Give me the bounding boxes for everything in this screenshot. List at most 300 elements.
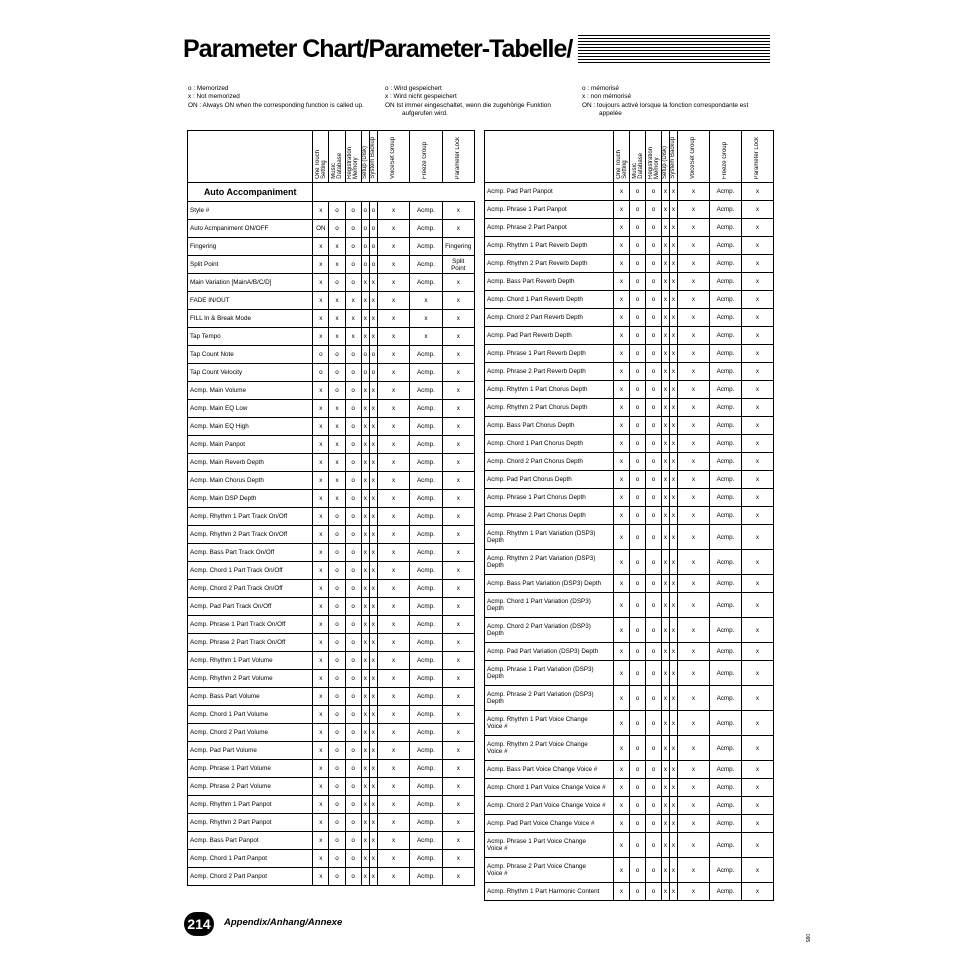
parameter-name: Tap Count Note — [188, 346, 313, 364]
table-cell: Acmp. — [710, 686, 742, 711]
table-cell: o — [646, 797, 662, 815]
table-cell: o — [345, 418, 361, 436]
col-header: One Touch Setting — [313, 131, 329, 183]
table-cell: Acmp. — [410, 382, 442, 400]
table-cell: x — [377, 472, 409, 490]
table-cell: x — [742, 550, 774, 575]
parameter-name: Acmp. Chord 1 Part Panpot — [188, 850, 313, 868]
table-cell: x — [313, 400, 329, 418]
table-cell: Acmp. — [410, 490, 442, 508]
table-row — [188, 490, 475, 508]
table-cell: o — [630, 618, 646, 643]
table-cell: o — [630, 833, 646, 858]
table-cell: o — [329, 724, 345, 742]
table-cell: x — [670, 399, 678, 417]
table-cell: x — [614, 363, 630, 381]
table-cell: x — [742, 761, 774, 779]
col-header: System Backup — [369, 131, 377, 183]
table-cell: x — [361, 292, 369, 310]
table-cell: Acmp. — [410, 202, 442, 220]
table-cell: o — [646, 219, 662, 237]
table-cell: x — [614, 489, 630, 507]
table-cell: o — [646, 201, 662, 219]
table-cell: x — [614, 643, 630, 661]
table-row — [485, 345, 774, 363]
table-row — [188, 796, 475, 814]
table-cell: x — [678, 201, 710, 219]
table-cell: x — [313, 292, 329, 310]
parameter-name: Acmp. Pad Part Voice Change Voice # — [485, 815, 614, 833]
table-cell: x — [662, 201, 670, 219]
table-cell: x — [361, 832, 369, 850]
table-cell: o — [345, 850, 361, 868]
table-row — [188, 274, 475, 292]
table-cell: o — [345, 670, 361, 688]
parameter-name: Acmp. Rhythm 2 Part Panpot — [188, 814, 313, 832]
table-cell: Acmp. — [410, 454, 442, 472]
table-cell: o — [646, 575, 662, 593]
table-cell: x — [313, 868, 329, 886]
table-cell: o — [329, 274, 345, 292]
table-cell: o — [646, 273, 662, 291]
table-cell: o — [369, 202, 377, 220]
table-cell: o — [369, 238, 377, 256]
table-cell: Acmp. — [710, 779, 742, 797]
table-cell: x — [442, 310, 474, 328]
table-cell: x — [313, 544, 329, 562]
table-cell: o — [329, 580, 345, 598]
table-row — [188, 400, 475, 418]
table-cell: x — [313, 238, 329, 256]
table-cell: x — [662, 183, 670, 201]
table-cell: x — [614, 219, 630, 237]
table-cell: Acmp. — [710, 327, 742, 345]
table-cell: x — [670, 363, 678, 381]
table-cell: x — [313, 202, 329, 220]
parameter-name: Acmp. Main Volume — [188, 382, 313, 400]
table-cell: x — [678, 833, 710, 858]
table-cell: x — [614, 618, 630, 643]
table-cell: x — [313, 436, 329, 454]
table-cell: x — [742, 489, 774, 507]
table-cell: x — [442, 688, 474, 706]
table-row — [188, 688, 475, 706]
table-cell: o — [630, 273, 646, 291]
table-cell: o — [345, 796, 361, 814]
table-cell: x — [361, 868, 369, 886]
table-cell: x — [662, 661, 670, 686]
table-cell: o — [646, 327, 662, 345]
table-cell: Acmp. — [710, 575, 742, 593]
table-cell: x — [670, 435, 678, 453]
table-cell: Acmp. — [410, 796, 442, 814]
table-row — [188, 382, 475, 400]
table-row — [188, 292, 475, 310]
table-cell: x — [678, 779, 710, 797]
table-row — [485, 661, 774, 686]
parameter-name: Acmp. Phrase 1 Part Reverb Depth — [485, 345, 614, 363]
table-cell: x — [742, 643, 774, 661]
table-cell: x — [361, 454, 369, 472]
table-row — [485, 686, 774, 711]
table-cell: o — [329, 868, 345, 886]
table-cell: o — [345, 814, 361, 832]
table-cell: x — [442, 760, 474, 778]
table-cell: x — [361, 472, 369, 490]
table-row — [485, 291, 774, 309]
table-cell: o — [646, 453, 662, 471]
table-cell: o — [345, 454, 361, 472]
table-cell: x — [369, 778, 377, 796]
table-cell: o — [630, 736, 646, 761]
table-cell: x — [742, 858, 774, 883]
table-cell: x — [662, 417, 670, 435]
table-row — [485, 858, 774, 883]
table-cell: x — [670, 309, 678, 327]
table-cell: o — [646, 255, 662, 273]
page-title: Parameter Chart/Parameter-Tabelle/ — [183, 32, 578, 66]
table-cell: x — [377, 670, 409, 688]
table-cell: o — [646, 550, 662, 575]
table-cell: x — [361, 418, 369, 436]
table-cell: x — [662, 858, 670, 883]
table-cell: x — [662, 779, 670, 797]
table-cell: x — [361, 760, 369, 778]
table-cell: Acmp. — [410, 706, 442, 724]
table-cell: x — [313, 508, 329, 526]
table-cell: Acmp. — [410, 472, 442, 490]
table-cell: o — [345, 544, 361, 562]
table-cell: x — [662, 507, 670, 525]
table-cell: o — [329, 760, 345, 778]
parameter-name: Acmp. Chord 1 Part Track On/Off — [188, 562, 313, 580]
col-header: System Backup — [670, 131, 678, 183]
table-cell: x — [614, 273, 630, 291]
table-cell: x — [313, 598, 329, 616]
table-cell: x — [662, 833, 670, 858]
table-cell: x — [678, 399, 710, 417]
legend-line: x : non mémorisé — [582, 93, 632, 101]
table-cell: x — [678, 327, 710, 345]
parameter-name: Tap Tempo — [188, 328, 313, 346]
col-header: Registration Memory — [646, 131, 662, 183]
table-cell: x — [329, 256, 345, 274]
table-cell: x — [614, 291, 630, 309]
table-cell: o — [345, 652, 361, 670]
table-cell: x — [361, 742, 369, 760]
table-row — [485, 489, 774, 507]
table-cell: Acmp. — [410, 814, 442, 832]
table-cell: Acmp. — [710, 618, 742, 643]
table-cell: x — [313, 796, 329, 814]
table-cell: x — [614, 593, 630, 618]
parameter-name: Acmp. Bass Part Reverb Depth — [485, 273, 614, 291]
table-cell: x — [614, 453, 630, 471]
table-row — [485, 183, 774, 201]
parameter-name: Style # — [188, 202, 313, 220]
table-cell: Acmp. — [710, 525, 742, 550]
table-cell: x — [442, 832, 474, 850]
table-cell: x — [614, 761, 630, 779]
table-cell: x — [742, 201, 774, 219]
parameter-name: Acmp. Phrase 1 Part Variation (DSP3) Depth — [485, 661, 614, 686]
table-cell: x — [377, 652, 409, 670]
table-cell: o — [630, 219, 646, 237]
parameter-name: Acmp. Phrase 1 Part Voice Change Voice # — [485, 833, 614, 858]
table-cell: x — [442, 652, 474, 670]
table-cell: Acmp. — [710, 593, 742, 618]
table-cell: x — [678, 273, 710, 291]
table-cell: ON — [313, 220, 329, 238]
table-cell: x — [442, 724, 474, 742]
table-cell: o — [369, 346, 377, 364]
table-cell: x — [662, 761, 670, 779]
table-cell: x — [678, 183, 710, 201]
table-cell: x — [313, 328, 329, 346]
table-cell: x — [662, 327, 670, 345]
table-row — [188, 454, 475, 472]
parameter-name: Acmp. Chord 2 Part Track On/Off — [188, 580, 313, 598]
table-cell: Acmp. — [410, 238, 442, 256]
table-cell: x — [369, 436, 377, 454]
table-cell: x — [361, 310, 369, 328]
table-cell: x — [742, 417, 774, 435]
table-cell: Acmp. — [710, 399, 742, 417]
table-cell: o — [646, 183, 662, 201]
table-cell: o — [646, 779, 662, 797]
table-cell: o — [646, 237, 662, 255]
table-cell: x — [614, 399, 630, 417]
table-cell: x — [313, 490, 329, 508]
table-cell: x — [442, 544, 474, 562]
table-cell: o — [361, 238, 369, 256]
table-cell: x — [678, 309, 710, 327]
legend-line: o : mémorisé — [582, 85, 619, 92]
table-cell: Acmp. — [410, 778, 442, 796]
table-row — [485, 507, 774, 525]
parameter-name: Acmp. Rhythm 2 Part Variation (DSP3) Depth — [485, 550, 614, 575]
table-cell: x — [369, 868, 377, 886]
table-cell: o — [329, 850, 345, 868]
table-cell: x — [662, 489, 670, 507]
table-row — [188, 346, 475, 364]
parameter-name: Fingering — [188, 238, 313, 256]
parameter-name: Acmp. Main Chorus Depth — [188, 472, 313, 490]
table-cell: Fingering — [442, 238, 474, 256]
table-cell: o — [646, 309, 662, 327]
table-row — [188, 670, 475, 688]
table-cell: x — [662, 593, 670, 618]
parameter-name: Acmp. Chord 2 Part Panpot — [188, 868, 313, 886]
table-cell: o — [646, 815, 662, 833]
parameter-name: Acmp. Phrase 2 Part Chorus Depth — [485, 507, 614, 525]
table-row — [485, 381, 774, 399]
table-cell: Acmp. — [410, 670, 442, 688]
table-cell: o — [329, 346, 345, 364]
table-cell: x — [442, 202, 474, 220]
table-cell: o — [646, 417, 662, 435]
table-row — [188, 436, 475, 454]
table-cell: Acmp. — [410, 688, 442, 706]
table-cell: x — [678, 883, 710, 901]
table-cell: x — [313, 706, 329, 724]
table-cell: o — [630, 291, 646, 309]
table-cell: x — [442, 670, 474, 688]
parameter-name: Acmp. Pad Part Track On/Off — [188, 598, 313, 616]
table-cell: o — [646, 471, 662, 489]
table-cell: x — [377, 310, 409, 328]
table-cell: x — [377, 202, 409, 220]
table-cell: x — [742, 815, 774, 833]
table-cell: o — [646, 643, 662, 661]
table-cell: x — [329, 454, 345, 472]
table-cell: x — [742, 711, 774, 736]
table-cell: Acmp. — [710, 489, 742, 507]
table-cell: x — [614, 345, 630, 363]
table-cell: x — [742, 183, 774, 201]
table-cell: x — [742, 507, 774, 525]
table-cell: x — [742, 883, 774, 901]
table-cell: x — [369, 850, 377, 868]
table-row — [485, 327, 774, 345]
table-cell: Acmp. — [710, 711, 742, 736]
parameter-name: Acmp. Pad Part Reverb Depth — [485, 327, 614, 345]
table-cell: x — [410, 310, 442, 328]
table-cell: x — [670, 643, 678, 661]
parameter-name: Acmp. Phrase 1 Part Chorus Depth — [485, 489, 614, 507]
table-cell: x — [313, 418, 329, 436]
table-cell: x — [614, 883, 630, 901]
table-row — [188, 310, 475, 328]
table-cell: o — [329, 202, 345, 220]
table-cell: x — [662, 453, 670, 471]
table-cell: o — [345, 436, 361, 454]
table-cell: x — [678, 550, 710, 575]
table-row — [485, 779, 774, 797]
table-cell: o — [630, 399, 646, 417]
table-cell: x — [361, 382, 369, 400]
table-row — [188, 742, 475, 760]
table-cell: Acmp. — [410, 544, 442, 562]
table-cell: o — [329, 796, 345, 814]
table-cell: o — [630, 525, 646, 550]
table-cell: Acmp. — [710, 237, 742, 255]
table-cell: o — [345, 400, 361, 418]
table-cell: x — [442, 382, 474, 400]
table-cell: o — [630, 686, 646, 711]
parameter-table-left — [187, 130, 475, 886]
table-cell: o — [630, 643, 646, 661]
table-cell: o — [361, 346, 369, 364]
table-cell: Acmp. — [710, 255, 742, 273]
table-cell: x — [670, 417, 678, 435]
table-cell: x — [614, 309, 630, 327]
parameter-name: Acmp. Chord 2 Part Chorus Depth — [485, 453, 614, 471]
table-row — [485, 525, 774, 550]
table-cell: Acmp. — [710, 507, 742, 525]
table-row — [485, 711, 774, 736]
table-row — [188, 724, 475, 742]
table-cell: x — [313, 526, 329, 544]
table-cell: o — [630, 381, 646, 399]
table-cell: x — [377, 382, 409, 400]
parameter-name: Acmp. Phrase 2 Part Reverb Depth — [485, 363, 614, 381]
table-cell: Acmp. — [410, 526, 442, 544]
parameter-name: Acmp. Main Panpot — [188, 436, 313, 454]
table-cell: Acmp. — [410, 760, 442, 778]
table-cell: Acmp. — [710, 833, 742, 858]
table-cell: x — [662, 618, 670, 643]
table-cell: o — [329, 598, 345, 616]
table-row — [485, 833, 774, 858]
table-cell: x — [670, 779, 678, 797]
table-cell: Acmp. — [710, 435, 742, 453]
table-cell: x — [442, 580, 474, 598]
table-cell: o — [646, 833, 662, 858]
table-cell: x — [313, 310, 329, 328]
table-cell: x — [614, 381, 630, 399]
table-cell: x — [614, 779, 630, 797]
table-row — [485, 550, 774, 575]
table-cell: x — [442, 454, 474, 472]
table-cell: x — [377, 562, 409, 580]
parameter-name: Acmp. Bass Part Volume — [188, 688, 313, 706]
parameter-name: Acmp. Phrase 1 Part Volume — [188, 760, 313, 778]
table-cell: Acmp. — [410, 742, 442, 760]
table-cell: x — [442, 814, 474, 832]
table-cell: x — [377, 706, 409, 724]
table-cell: x — [662, 255, 670, 273]
table-cell: x — [614, 686, 630, 711]
table-cell: x — [442, 850, 474, 868]
parameter-name: FILL In & Break Mode — [188, 310, 313, 328]
table-cell: x — [369, 562, 377, 580]
table-cell: o — [345, 364, 361, 382]
table-cell: x — [329, 328, 345, 346]
table-cell: x — [377, 220, 409, 238]
table-cell: x — [361, 526, 369, 544]
table-cell: x — [361, 274, 369, 292]
table-cell: o — [646, 711, 662, 736]
table-cell: x — [369, 706, 377, 724]
table-cell: Acmp. — [710, 643, 742, 661]
table-cell: o — [646, 507, 662, 525]
parameter-name: Acmp. Chord 1 Part Voice Change Voice # — [485, 779, 614, 797]
table-cell: x — [742, 525, 774, 550]
parameter-name: Acmp. Rhythm 1 Part Panpot — [188, 796, 313, 814]
table-cell: x — [361, 580, 369, 598]
table-cell: x — [614, 661, 630, 686]
table-cell: x — [742, 453, 774, 471]
table-cell: x — [377, 580, 409, 598]
parameter-name: Acmp. Pad Part Volume — [188, 742, 313, 760]
table-cell: o — [345, 238, 361, 256]
table-row — [188, 814, 475, 832]
table-cell: x — [313, 742, 329, 760]
header-blank — [485, 131, 614, 183]
table-cell: x — [313, 382, 329, 400]
table-cell: Acmp. — [710, 417, 742, 435]
table-row — [485, 201, 774, 219]
table-cell: x — [442, 274, 474, 292]
table-cell: o — [345, 868, 361, 886]
table-cell: x — [742, 779, 774, 797]
table-cell: x — [670, 833, 678, 858]
table-cell: x — [678, 618, 710, 643]
table-cell: x — [614, 255, 630, 273]
parameter-name: Acmp. Chord 1 Part Chorus Depth — [485, 435, 614, 453]
table-cell: x — [442, 400, 474, 418]
